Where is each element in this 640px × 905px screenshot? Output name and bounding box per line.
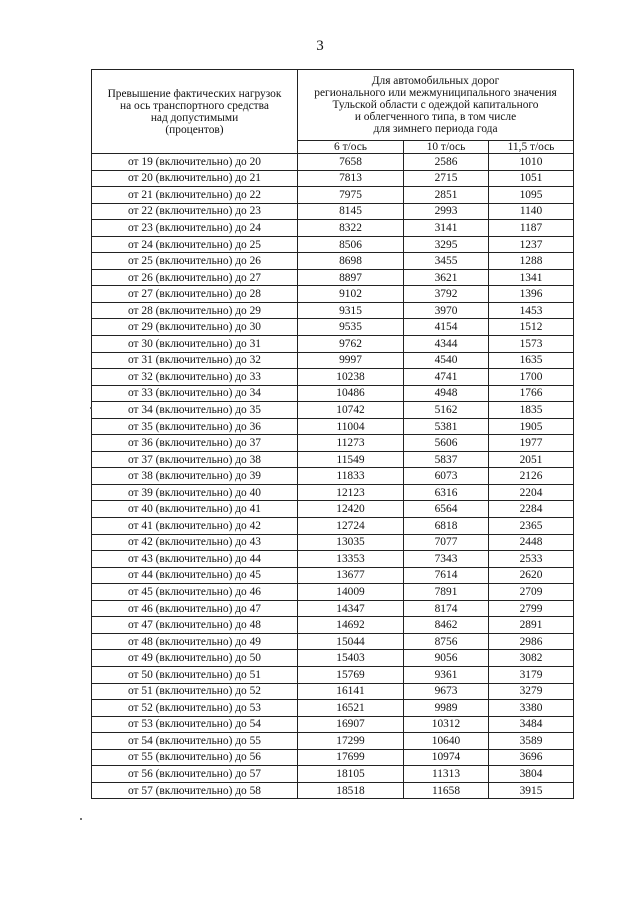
overload-range-cell: от 33 (включительно) до 34 bbox=[92, 385, 298, 402]
overload-range-cell: от 25 (включительно) до 26 bbox=[92, 253, 298, 270]
fee-6t-cell: 15044 bbox=[298, 633, 404, 650]
fee-11-5t-cell: 1010 bbox=[489, 154, 574, 171]
fee-6t-cell: 11273 bbox=[298, 435, 404, 452]
fee-11-5t-cell: 3484 bbox=[489, 716, 574, 733]
overload-range-cell: от 35 (включительно) до 36 bbox=[92, 418, 298, 435]
overload-range-cell: от 30 (включительно) до 31 bbox=[92, 336, 298, 353]
fee-6t-cell: 15403 bbox=[298, 650, 404, 667]
fee-10t-cell: 3455 bbox=[404, 253, 489, 270]
fee-11-5t-cell: 2986 bbox=[489, 633, 574, 650]
fee-11-5t-cell: 2620 bbox=[489, 567, 574, 584]
overload-range-cell: от 45 (включительно) до 46 bbox=[92, 584, 298, 601]
table-row bbox=[92, 203, 574, 220]
table-row bbox=[92, 369, 574, 386]
fee-11-5t-cell: 1700 bbox=[489, 369, 574, 386]
fee-6t-cell: 8897 bbox=[298, 269, 404, 286]
overload-range-cell: от 49 (включительно) до 50 bbox=[92, 650, 298, 667]
table-row bbox=[92, 154, 574, 171]
table-row bbox=[92, 352, 574, 369]
fee-10t-cell: 8756 bbox=[404, 633, 489, 650]
fee-6t-cell: 9535 bbox=[298, 319, 404, 336]
fee-11-5t-cell: 2051 bbox=[489, 451, 574, 468]
fee-6t-cell: 14692 bbox=[298, 617, 404, 634]
table-row bbox=[92, 518, 574, 535]
fee-10t-cell: 4948 bbox=[404, 385, 489, 402]
overload-range-cell: от 32 (включительно) до 33 bbox=[92, 369, 298, 386]
fee-6t-cell: 8506 bbox=[298, 236, 404, 253]
fee-6t-cell: 10238 bbox=[298, 369, 404, 386]
fee-6t-cell: 16907 bbox=[298, 716, 404, 733]
overload-range-cell: от 20 (включительно) до 21 bbox=[92, 170, 298, 187]
fee-11-5t-cell: 2284 bbox=[489, 501, 574, 518]
fee-6t-cell: 13353 bbox=[298, 551, 404, 568]
fee-11-5t-cell: 2365 bbox=[489, 518, 574, 535]
fee-11-5t-cell: 1977 bbox=[489, 435, 574, 452]
table-row bbox=[92, 551, 574, 568]
fee-6t-cell: 16141 bbox=[298, 683, 404, 700]
table-row bbox=[92, 749, 574, 766]
table-row bbox=[92, 633, 574, 650]
axle-6t-header: 6 т/ось bbox=[298, 141, 404, 154]
fee-11-5t-cell: 1237 bbox=[489, 236, 574, 253]
fee-11-5t-cell: 1396 bbox=[489, 286, 574, 303]
table-row bbox=[92, 484, 574, 501]
scan-speck bbox=[80, 818, 82, 820]
fee-6t-cell: 9315 bbox=[298, 302, 404, 319]
fee-11-5t-cell: 3589 bbox=[489, 733, 574, 750]
fee-10t-cell: 7891 bbox=[404, 584, 489, 601]
fee-6t-cell: 9762 bbox=[298, 336, 404, 353]
axle-10t-header: 10 т/ось bbox=[404, 141, 489, 154]
fee-11-5t-cell: 3696 bbox=[489, 749, 574, 766]
overload-range-cell: от 28 (включительно) до 29 bbox=[92, 302, 298, 319]
table-row bbox=[92, 716, 574, 733]
fee-11-5t-cell: 1766 bbox=[489, 385, 574, 402]
fee-11-5t-cell: 1573 bbox=[489, 336, 574, 353]
fee-6t-cell: 13677 bbox=[298, 567, 404, 584]
fee-11-5t-cell: 2204 bbox=[489, 484, 574, 501]
table-row bbox=[92, 782, 574, 799]
table-row bbox=[92, 650, 574, 667]
table-row bbox=[92, 418, 574, 435]
table-row bbox=[92, 666, 574, 683]
fee-10t-cell: 4741 bbox=[404, 369, 489, 386]
fee-6t-cell: 7658 bbox=[298, 154, 404, 171]
fee-11-5t-cell: 1835 bbox=[489, 402, 574, 419]
table-body bbox=[92, 154, 574, 799]
fee-6t-cell: 9997 bbox=[298, 352, 404, 369]
overload-fees-table bbox=[91, 69, 574, 799]
table-row bbox=[92, 385, 574, 402]
table-row bbox=[92, 766, 574, 783]
overload-range-cell: от 26 (включительно) до 27 bbox=[92, 269, 298, 286]
fee-10t-cell: 4540 bbox=[404, 352, 489, 369]
fee-10t-cell: 2715 bbox=[404, 170, 489, 187]
table-row bbox=[92, 435, 574, 452]
overload-range-cell: от 53 (включительно) до 54 bbox=[92, 716, 298, 733]
table-row bbox=[92, 302, 574, 319]
overload-range-cell: от 51 (включительно) до 52 bbox=[92, 683, 298, 700]
fee-10t-cell: 9361 bbox=[404, 666, 489, 683]
overload-range-cell: от 23 (включительно) до 24 bbox=[92, 220, 298, 237]
overload-range-cell: от 50 (включительно) до 51 bbox=[92, 666, 298, 683]
overload-range-cell: от 52 (включительно) до 53 bbox=[92, 700, 298, 717]
fee-10t-cell: 9989 bbox=[404, 700, 489, 717]
fee-11-5t-cell: 1905 bbox=[489, 418, 574, 435]
table-row bbox=[92, 451, 574, 468]
overload-range-cell: от 40 (включительно) до 41 bbox=[92, 501, 298, 518]
fee-6t-cell: 11833 bbox=[298, 468, 404, 485]
fee-6t-cell: 8698 bbox=[298, 253, 404, 270]
fee-11-5t-cell: 1512 bbox=[489, 319, 574, 336]
fee-10t-cell: 3792 bbox=[404, 286, 489, 303]
overload-range-cell: от 31 (включительно) до 32 bbox=[92, 352, 298, 369]
fee-6t-cell: 12420 bbox=[298, 501, 404, 518]
fee-10t-cell: 2851 bbox=[404, 187, 489, 204]
table-row bbox=[92, 700, 574, 717]
fee-6t-cell: 10742 bbox=[298, 402, 404, 419]
fee-11-5t-cell: 2448 bbox=[489, 534, 574, 551]
overload-range-cell: от 36 (включительно) до 37 bbox=[92, 435, 298, 452]
fee-11-5t-cell: 2891 bbox=[489, 617, 574, 634]
table-row bbox=[92, 402, 574, 419]
fee-6t-cell: 7813 bbox=[298, 170, 404, 187]
overload-range-cell: от 37 (включительно) до 38 bbox=[92, 451, 298, 468]
fee-10t-cell: 8174 bbox=[404, 600, 489, 617]
table-row bbox=[92, 253, 574, 270]
fee-11-5t-cell: 3915 bbox=[489, 782, 574, 799]
fee-6t-cell: 15769 bbox=[298, 666, 404, 683]
overload-range-cell: от 57 (включительно) до 58 bbox=[92, 782, 298, 799]
fee-10t-cell: 10312 bbox=[404, 716, 489, 733]
fee-10t-cell: 3621 bbox=[404, 269, 489, 286]
overload-range-cell: от 27 (включительно) до 28 bbox=[92, 286, 298, 303]
fee-6t-cell: 18518 bbox=[298, 782, 404, 799]
fee-11-5t-cell: 1187 bbox=[489, 220, 574, 237]
fee-11-5t-cell: 2799 bbox=[489, 600, 574, 617]
fee-6t-cell: 17699 bbox=[298, 749, 404, 766]
fee-6t-cell: 16521 bbox=[298, 700, 404, 717]
overload-range-cell: от 56 (включительно) до 57 bbox=[92, 766, 298, 783]
fee-10t-cell: 6818 bbox=[404, 518, 489, 535]
fee-11-5t-cell: 1051 bbox=[489, 170, 574, 187]
fee-10t-cell: 3295 bbox=[404, 236, 489, 253]
table-header-row bbox=[92, 70, 574, 141]
table-row bbox=[92, 220, 574, 237]
overload-range-cell: от 29 (включительно) до 30 bbox=[92, 319, 298, 336]
fee-10t-cell: 11313 bbox=[404, 766, 489, 783]
overload-range-cell: от 21 (включительно) до 22 bbox=[92, 187, 298, 204]
fee-10t-cell: 5162 bbox=[404, 402, 489, 419]
fee-10t-cell: 6073 bbox=[404, 468, 489, 485]
fee-6t-cell: 9102 bbox=[298, 286, 404, 303]
fee-10t-cell: 4344 bbox=[404, 336, 489, 353]
fee-10t-cell: 7614 bbox=[404, 567, 489, 584]
fee-6t-cell: 10486 bbox=[298, 385, 404, 402]
fee-10t-cell: 6564 bbox=[404, 501, 489, 518]
fee-11-5t-cell: 3279 bbox=[489, 683, 574, 700]
overload-range-cell: от 44 (включительно) до 45 bbox=[92, 567, 298, 584]
fee-11-5t-cell: 3082 bbox=[489, 650, 574, 667]
table-row bbox=[92, 286, 574, 303]
overload-range-cell: от 55 (включительно) до 56 bbox=[92, 749, 298, 766]
fee-6t-cell: 17299 bbox=[298, 733, 404, 750]
table-row bbox=[92, 534, 574, 551]
fee-10t-cell: 3141 bbox=[404, 220, 489, 237]
overload-range-cell: от 34 (включительно) до 35 bbox=[92, 402, 298, 419]
table-row bbox=[92, 187, 574, 204]
axle-11-5t-header: 11,5 т/ось bbox=[489, 141, 574, 154]
fee-6t-cell: 14347 bbox=[298, 600, 404, 617]
table-row bbox=[92, 501, 574, 518]
overload-range-cell: от 38 (включительно) до 39 bbox=[92, 468, 298, 485]
fee-6t-cell: 14009 bbox=[298, 584, 404, 601]
fee-11-5t-cell: 1095 bbox=[489, 187, 574, 204]
fee-6t-cell: 11004 bbox=[298, 418, 404, 435]
fee-6t-cell: 8322 bbox=[298, 220, 404, 237]
table-row bbox=[92, 336, 574, 353]
table-row bbox=[92, 468, 574, 485]
overload-range-cell: от 48 (включительно) до 49 bbox=[92, 633, 298, 650]
fee-11-5t-cell: 3179 bbox=[489, 666, 574, 683]
fee-11-5t-cell: 1635 bbox=[489, 352, 574, 369]
overload-range-cell: от 54 (включительно) до 55 bbox=[92, 733, 298, 750]
roads-header: Для автомобильных дорог регионального или межмуниципального значения Тульской области с одеждой капитального и облегченного типа, в том числе для зимнего периода года bbox=[298, 70, 574, 141]
table-row bbox=[92, 319, 574, 336]
fee-10t-cell: 5606 bbox=[404, 435, 489, 452]
fee-11-5t-cell: 2126 bbox=[489, 468, 574, 485]
fee-6t-cell: 8145 bbox=[298, 203, 404, 220]
fee-6t-cell: 12724 bbox=[298, 518, 404, 535]
fee-10t-cell: 9056 bbox=[404, 650, 489, 667]
fee-10t-cell: 6316 bbox=[404, 484, 489, 501]
fee-6t-cell: 13035 bbox=[298, 534, 404, 551]
fee-10t-cell: 7077 bbox=[404, 534, 489, 551]
table-row bbox=[92, 269, 574, 286]
overload-range-cell: от 39 (включительно) до 40 bbox=[92, 484, 298, 501]
fee-10t-cell: 9673 bbox=[404, 683, 489, 700]
overload-range-cell: от 24 (включительно) до 25 bbox=[92, 236, 298, 253]
fee-10t-cell: 7343 bbox=[404, 551, 489, 568]
page-number: 3 bbox=[316, 38, 324, 54]
table-row bbox=[92, 236, 574, 253]
fee-11-5t-cell: 2709 bbox=[489, 584, 574, 601]
fee-11-5t-cell: 3804 bbox=[489, 766, 574, 783]
fee-10t-cell: 2586 bbox=[404, 154, 489, 171]
table-row bbox=[92, 600, 574, 617]
fee-10t-cell: 5381 bbox=[404, 418, 489, 435]
overload-range-cell: от 42 (включительно) до 43 bbox=[92, 534, 298, 551]
fee-6t-cell: 12123 bbox=[298, 484, 404, 501]
overload-range-cell: от 46 (включительно) до 47 bbox=[92, 600, 298, 617]
overload-range-cell: от 22 (включительно) до 23 bbox=[92, 203, 298, 220]
table-row bbox=[92, 567, 574, 584]
fee-11-5t-cell: 2533 bbox=[489, 551, 574, 568]
fee-11-5t-cell: 1288 bbox=[489, 253, 574, 270]
fee-11-5t-cell: 1453 bbox=[489, 302, 574, 319]
overload-range-cell: от 19 (включительно) до 20 bbox=[92, 154, 298, 171]
fee-10t-cell: 11658 bbox=[404, 782, 489, 799]
overload-range-cell: от 41 (включительно) до 42 bbox=[92, 518, 298, 535]
scan-speck bbox=[90, 407, 92, 409]
fee-10t-cell: 5837 bbox=[404, 451, 489, 468]
fee-6t-cell: 18105 bbox=[298, 766, 404, 783]
overload-percent-header: Превышение фактических нагрузок на ось транспортного средства над допустимыми (процентов) bbox=[92, 70, 298, 154]
fee-11-5t-cell: 3380 bbox=[489, 700, 574, 717]
table-row bbox=[92, 683, 574, 700]
fee-11-5t-cell: 1140 bbox=[489, 203, 574, 220]
fee-11-5t-cell: 1341 bbox=[489, 269, 574, 286]
table-row bbox=[92, 584, 574, 601]
fee-6t-cell: 7975 bbox=[298, 187, 404, 204]
fee-10t-cell: 10974 bbox=[404, 749, 489, 766]
fee-10t-cell: 4154 bbox=[404, 319, 489, 336]
table-row bbox=[92, 733, 574, 750]
fee-10t-cell: 8462 bbox=[404, 617, 489, 634]
fee-10t-cell: 10640 bbox=[404, 733, 489, 750]
table-row bbox=[92, 617, 574, 634]
overload-range-cell: от 43 (включительно) до 44 bbox=[92, 551, 298, 568]
overload-range-cell: от 47 (включительно) до 48 bbox=[92, 617, 298, 634]
table-row bbox=[92, 170, 574, 187]
fee-6t-cell: 11549 bbox=[298, 451, 404, 468]
fee-10t-cell: 2993 bbox=[404, 203, 489, 220]
fee-10t-cell: 3970 bbox=[404, 302, 489, 319]
